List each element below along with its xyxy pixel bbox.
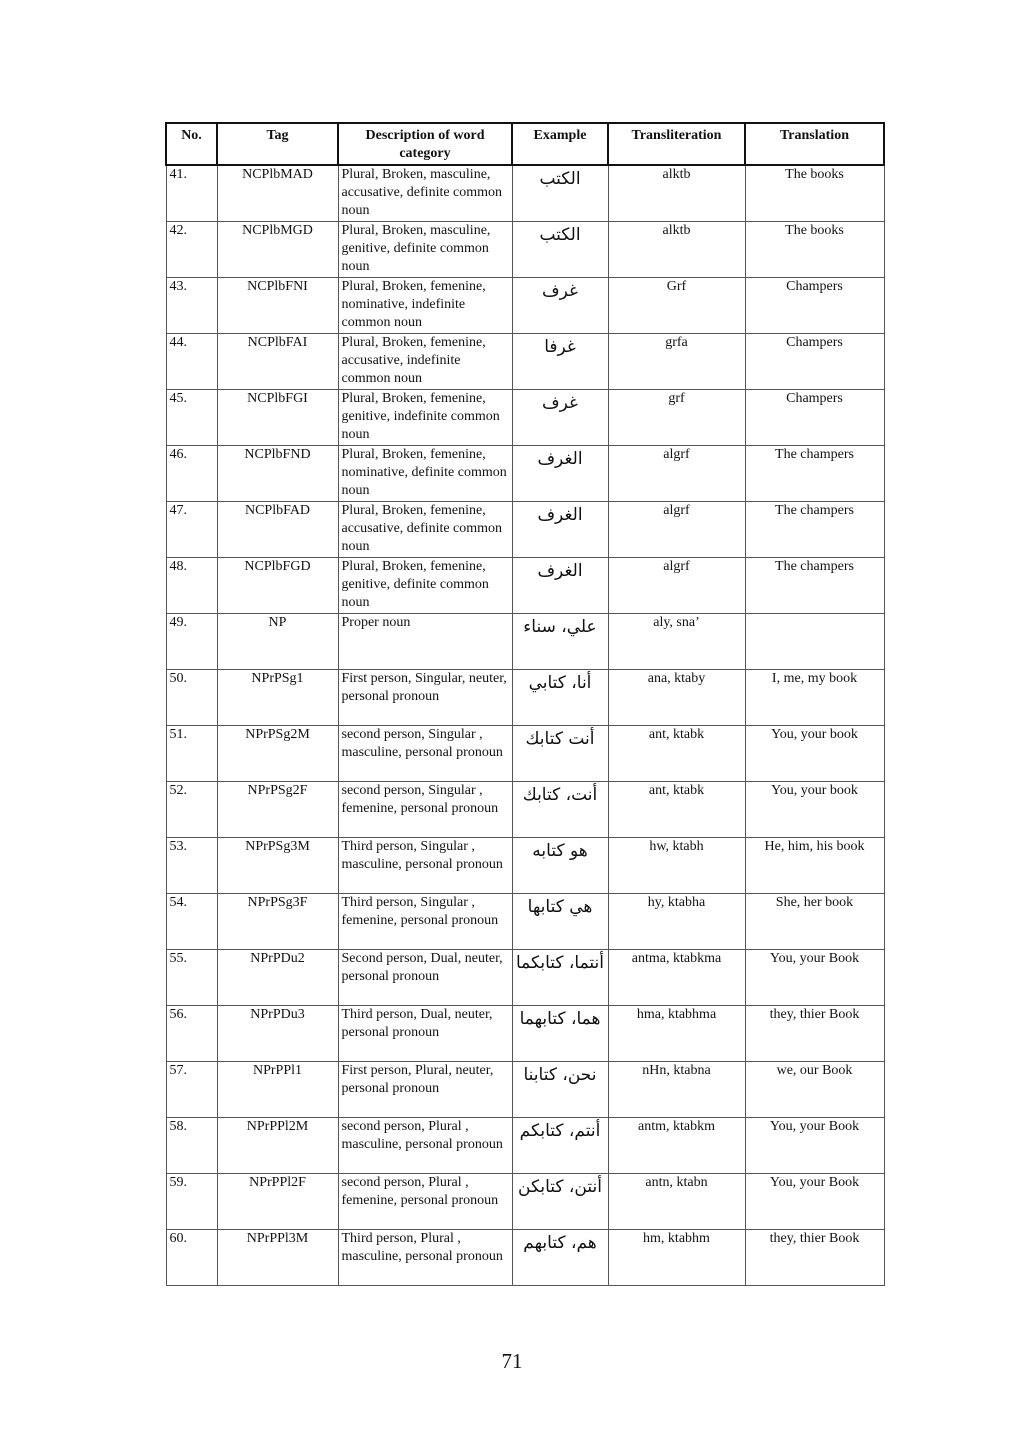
table-row (166, 950, 884, 1006)
table-row (166, 1006, 884, 1062)
row-transliteration: antn, ktabn (608, 1174, 745, 1230)
row-tag: NPrPSg3F (217, 894, 338, 950)
row-example: أنتم، كتابكم (512, 1118, 608, 1174)
row-example: هي كتابها (512, 894, 608, 950)
row-tag: NCPlbFGI (217, 390, 338, 446)
row-tag: NCPlbFAI (217, 334, 338, 390)
row-number: 58. (166, 1118, 217, 1174)
row-number: 47. (166, 502, 217, 558)
row-transliteration: antma, ktabkma (608, 950, 745, 1006)
row-transliteration: hy, ktabha (608, 894, 745, 950)
table-row (166, 165, 884, 222)
row-number: 52. (166, 782, 217, 838)
row-description: Third person, Dual, neuter, personal pronoun (338, 1006, 512, 1062)
row-example: غرف (512, 278, 608, 334)
row-tag: NPrPDu3 (217, 1006, 338, 1062)
row-number: 55. (166, 950, 217, 1006)
row-description: second person, Plural , masculine, personal pronoun (338, 1118, 512, 1174)
row-translation: Champers (745, 278, 884, 334)
row-description: Third person, Plural , masculine, personal pronoun (338, 1230, 512, 1286)
header-transliteration: Transliteration (608, 123, 745, 165)
row-example: أنت، كتابك (512, 782, 608, 838)
row-number: 56. (166, 1006, 217, 1062)
table-row (166, 1230, 884, 1286)
row-example: هم، كتابهم (512, 1230, 608, 1286)
row-example: غرف (512, 390, 608, 446)
row-example: غرفا (512, 334, 608, 390)
table-row (166, 558, 884, 614)
table-body (166, 165, 884, 1286)
row-translation: The books (745, 165, 884, 222)
row-description: Third person, Singular , femenine, personal pronoun (338, 894, 512, 950)
row-number: 57. (166, 1062, 217, 1118)
row-description: Plural, Broken, femenine, nominative, definite common noun (338, 446, 512, 502)
row-description: second person, Singular , femenine, personal pronoun (338, 782, 512, 838)
row-transliteration: algrf (608, 446, 745, 502)
row-example: أنتن، كتابكن (512, 1174, 608, 1230)
table-row (166, 1062, 884, 1118)
row-number: 48. (166, 558, 217, 614)
row-transliteration: hw, ktabh (608, 838, 745, 894)
row-translation: You, your Book (745, 1174, 884, 1230)
row-transliteration: algrf (608, 502, 745, 558)
row-example: هو كتابه (512, 838, 608, 894)
row-translation (745, 614, 884, 670)
row-number: 54. (166, 894, 217, 950)
row-example: أنتما، كتابكما (512, 950, 608, 1006)
row-transliteration: ant, ktabk (608, 726, 745, 782)
row-transliteration: alktb (608, 165, 745, 222)
row-tag: NPrPSg1 (217, 670, 338, 726)
pos-tag-table (165, 122, 885, 1286)
row-translation: The champers (745, 558, 884, 614)
table-row (166, 838, 884, 894)
row-transliteration: hma, ktabhma (608, 1006, 745, 1062)
row-tag: NPrPPl2F (217, 1174, 338, 1230)
row-translation: they, thier Book (745, 1230, 884, 1286)
row-number: 43. (166, 278, 217, 334)
table-row (166, 614, 884, 670)
row-example: علي، سناء (512, 614, 608, 670)
row-number: 46. (166, 446, 217, 502)
page-number: 71 (501, 1349, 523, 1373)
row-transliteration: hm, ktabhm (608, 1230, 745, 1286)
row-number: 45. (166, 390, 217, 446)
row-tag: NCPlbFGD (217, 558, 338, 614)
row-tag: NPrPSg3M (217, 838, 338, 894)
row-number: 59. (166, 1174, 217, 1230)
row-tag: NP (217, 614, 338, 670)
row-description: First person, Plural, neuter, personal pronoun (338, 1062, 512, 1118)
row-description: Plural, Broken, masculine, genitive, definite common noun (338, 222, 512, 278)
table-row (166, 334, 884, 390)
row-transliteration: nHn, ktabna (608, 1062, 745, 1118)
row-translation: Champers (745, 334, 884, 390)
row-tag: NCPlbMGD (217, 222, 338, 278)
row-transliteration: alktb (608, 222, 745, 278)
row-example: الغرف (512, 502, 608, 558)
row-tag: NPrPSg2F (217, 782, 338, 838)
row-tag: NCPlbFND (217, 446, 338, 502)
row-transliteration: aly, sna’ (608, 614, 745, 670)
table-row (166, 670, 884, 726)
row-translation: The champers (745, 446, 884, 502)
table-row (166, 446, 884, 502)
row-tag: NPrPPl2M (217, 1118, 338, 1174)
row-number: 41. (166, 165, 217, 222)
row-translation: The champers (745, 502, 884, 558)
table-row (166, 222, 884, 278)
row-number: 49. (166, 614, 217, 670)
row-description: Second person, Dual, neuter, personal pronoun (338, 950, 512, 1006)
table-row (166, 1118, 884, 1174)
row-example: أنا، كتابي (512, 670, 608, 726)
row-tag: NCPlbFNI (217, 278, 338, 334)
header-translation: Translation (745, 123, 884, 165)
row-number: 53. (166, 838, 217, 894)
row-transliteration: grf (608, 390, 745, 446)
row-example: نحن، كتابنا (512, 1062, 608, 1118)
row-description: Plural, Broken, masculine, accusative, definite common noun (338, 165, 512, 222)
row-example: الغرف (512, 446, 608, 502)
row-number: 51. (166, 726, 217, 782)
row-transliteration: ant, ktabk (608, 782, 745, 838)
row-translation: You, your book (745, 782, 884, 838)
table-row (166, 782, 884, 838)
table-row (166, 726, 884, 782)
row-tag: NPrPSg2M (217, 726, 338, 782)
row-translation: they, thier Book (745, 1006, 884, 1062)
table-row (166, 502, 884, 558)
row-tag: NPrPDu2 (217, 950, 338, 1006)
row-description: Plural, Broken, femenine, accusative, definite common noun (338, 502, 512, 558)
row-number: 50. (166, 670, 217, 726)
row-tag: NCPlbMAD (217, 165, 338, 222)
row-translation: I, me, my book (745, 670, 884, 726)
table-row (166, 390, 884, 446)
row-translation: Champers (745, 390, 884, 446)
row-description: Plural, Broken, femenine, nominative, indefinite common noun (338, 278, 512, 334)
table-row (166, 894, 884, 950)
row-description: Third person, Singular , masculine, personal pronoun (338, 838, 512, 894)
row-example: هما، كتابهما (512, 1006, 608, 1062)
row-example: الكتب (512, 222, 608, 278)
row-description: Plural, Broken, femenine, genitive, indefinite common noun (338, 390, 512, 446)
row-translation: He, him, his book (745, 838, 884, 894)
row-transliteration: grfa (608, 334, 745, 390)
row-example: الكتب (512, 165, 608, 222)
row-number: 60. (166, 1230, 217, 1286)
row-example: أنت كتابك (512, 726, 608, 782)
row-number: 44. (166, 334, 217, 390)
header-no: No. (166, 123, 217, 165)
row-example: الغرف (512, 558, 608, 614)
header-example: Example (512, 123, 608, 165)
table-row (166, 1174, 884, 1230)
row-translation: we, our Book (745, 1062, 884, 1118)
row-transliteration: antm, ktabkm (608, 1118, 745, 1174)
row-translation: You, your Book (745, 1118, 884, 1174)
header-row (166, 123, 884, 165)
row-translation: You, your book (745, 726, 884, 782)
row-tag: NPrPPl3M (217, 1230, 338, 1286)
row-tag: NPrPPl1 (217, 1062, 338, 1118)
row-translation: She, her book (745, 894, 884, 950)
table-row (166, 278, 884, 334)
header-description: Description of word category (338, 123, 512, 165)
row-description: second person, Plural , femenine, personal pronoun (338, 1174, 512, 1230)
row-description: Plural, Broken, femenine, genitive, definite common noun (338, 558, 512, 614)
row-description: Proper noun (338, 614, 512, 670)
row-description: second person, Singular , masculine, personal pronoun (338, 726, 512, 782)
row-transliteration: Grf (608, 278, 745, 334)
row-transliteration: ana, ktaby (608, 670, 745, 726)
row-description: First person, Singular, neuter, personal pronoun (338, 670, 512, 726)
row-number: 42. (166, 222, 217, 278)
row-translation: The books (745, 222, 884, 278)
header-tag: Tag (217, 123, 338, 165)
row-description: Plural, Broken, femenine, accusative, indefinite common noun (338, 334, 512, 390)
row-translation: You, your Book (745, 950, 884, 1006)
row-tag: NCPlbFAD (217, 502, 338, 558)
row-transliteration: algrf (608, 558, 745, 614)
